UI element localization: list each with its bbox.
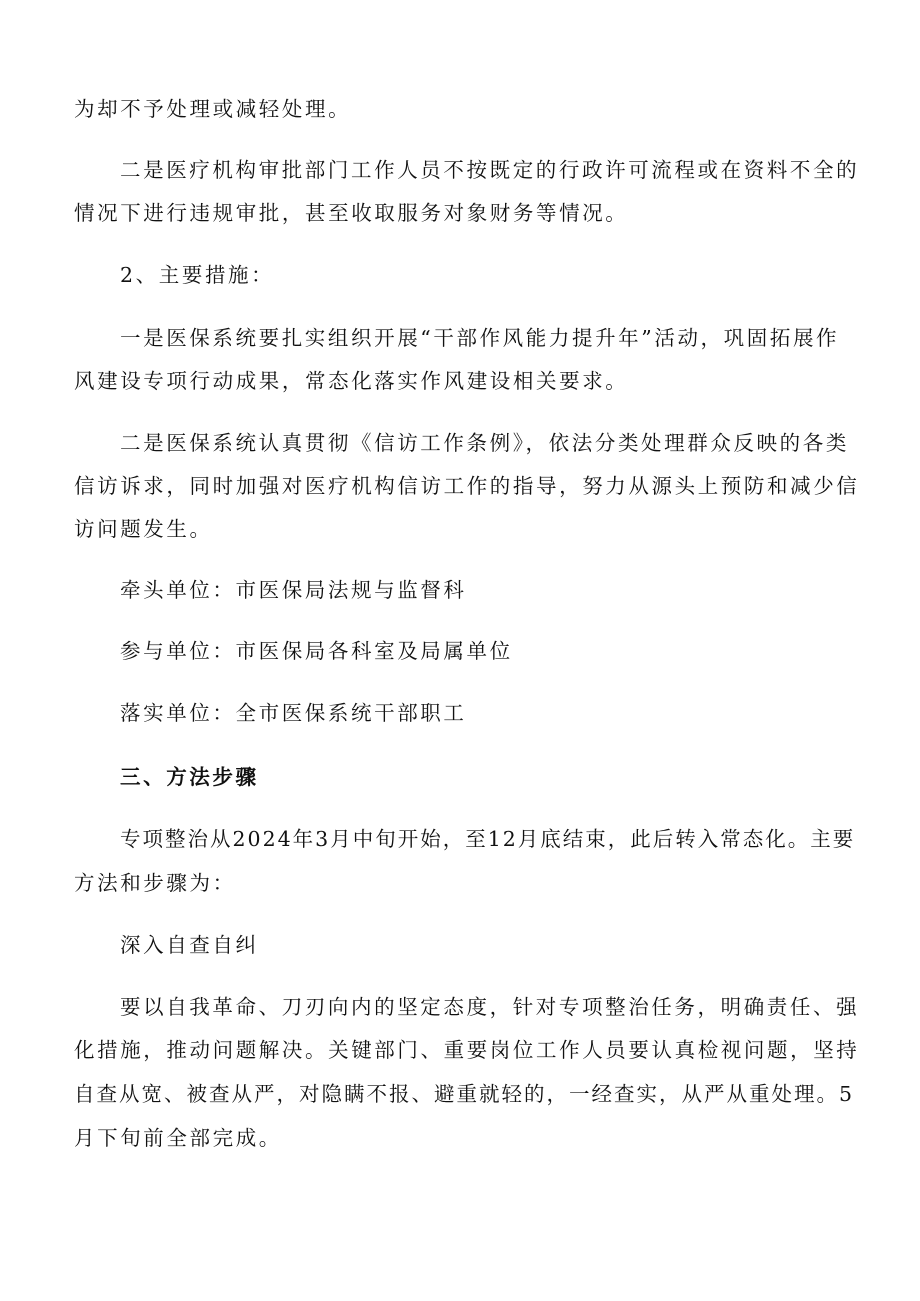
paragraph-line: 月下旬前全部完成。 (74, 1126, 282, 1150)
paragraph-line: 一是医保系统要扎实组织开展“干部作风能力提升年”活动，巩固拓展作 (120, 326, 840, 350)
paragraph-line: 访问题发生。 (74, 517, 213, 541)
paragraph-line: 风建设专项行动成果，常态化落实作风建设相关要求。 (74, 369, 629, 393)
section-heading: 三、方法步骤 (120, 765, 259, 789)
paragraph-line: 信访诉求，同时加强对医疗机构信访工作的指导，努力从源头上预防和减少信 (74, 474, 860, 498)
paragraph-line: 化措施，推动问题解决。关键部门、重要岗位工作人员要认真检视问题，坚持 (74, 1038, 860, 1062)
paragraph-line: 专项整治从2024年3月中旬开始，至12月底结束，此后转入常态化。主要 (120, 827, 856, 851)
section-subheading: 2、主要措施： (120, 263, 275, 287)
step-heading: 深入自查自纠 (120, 933, 259, 957)
paragraph-line: 二是医保系统认真贯彻《信访工作条例》，依法分类处理群众反映的各类 (120, 431, 849, 455)
paragraph-line: 自查从宽、被查从严，对隐瞒不报、避重就轻的，一经查实，从严从重处理。5 (74, 1082, 855, 1106)
paragraph-line: 为却不予处理或减轻处理。 (74, 97, 352, 121)
participating-unit-line: 参与单位：市医保局各科室及局属单位 (120, 639, 513, 663)
paragraph-line: 方法和步骤为： (74, 871, 236, 895)
paragraph-line: 要以自我革命、刀刃向内的坚定态度，针对专项整治任务，明确责任、强 (120, 995, 860, 1019)
lead-unit-line: 牵头单位：市医保局法规与监督科 (120, 578, 467, 602)
implementing-unit-line: 落实单位：全市医保系统干部职工 (120, 701, 467, 725)
paragraph-line: 二是医疗机构审批部门工作人员不按既定的行政许可流程或在资料不全的 (120, 158, 860, 182)
paragraph-line: 情况下进行违规审批，甚至收取服务对象财务等情况。 (74, 201, 629, 225)
